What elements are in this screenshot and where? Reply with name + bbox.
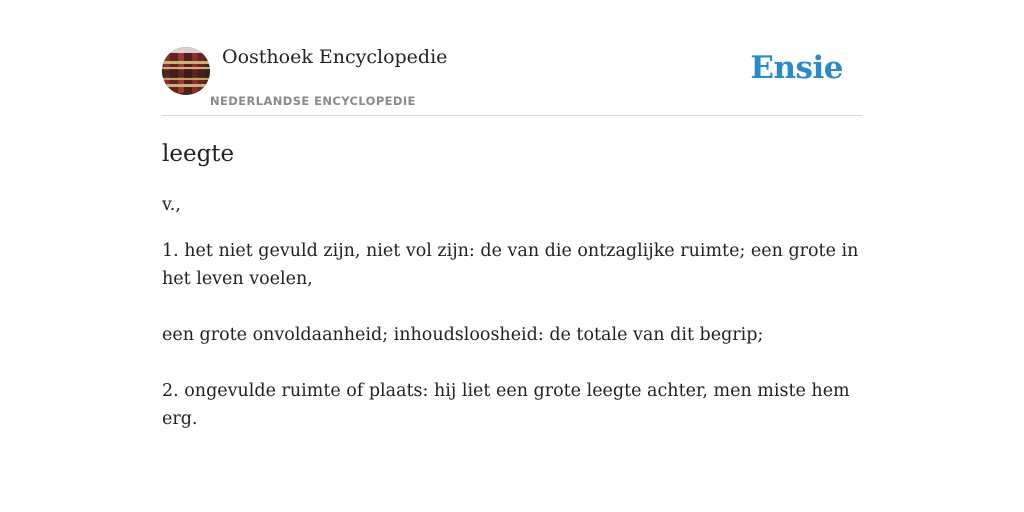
encyclopedia-books-avatar-icon[interactable]	[162, 47, 210, 95]
site-title[interactable]: Oosthoek Encyclopedie	[222, 46, 448, 68]
site-subtitle: NEDERLANDSE ENCYCLOPEDIE	[210, 94, 416, 108]
entry-headword: leegte	[162, 141, 235, 167]
definition-paragraph: een grote onvoldaanheid; inhoudsloosheid: de totale van dit begrip;	[162, 325, 764, 345]
entry-content	[162, 138, 866, 433]
part-of-speech: v.,	[162, 195, 181, 215]
definition-paragraph: 2. ongevulde ruimte of plaats: hij liet een grote leegte achter, men miste hem erg.	[162, 381, 850, 429]
site-header	[162, 40, 862, 116]
brand-logo-link[interactable]: Ensie	[750, 50, 843, 86]
definition-paragraph: 1. het niet gevuld zijn, niet vol zijn: de van die ontzaglijke ruimte; een grote in het leven voelen,	[162, 241, 859, 289]
